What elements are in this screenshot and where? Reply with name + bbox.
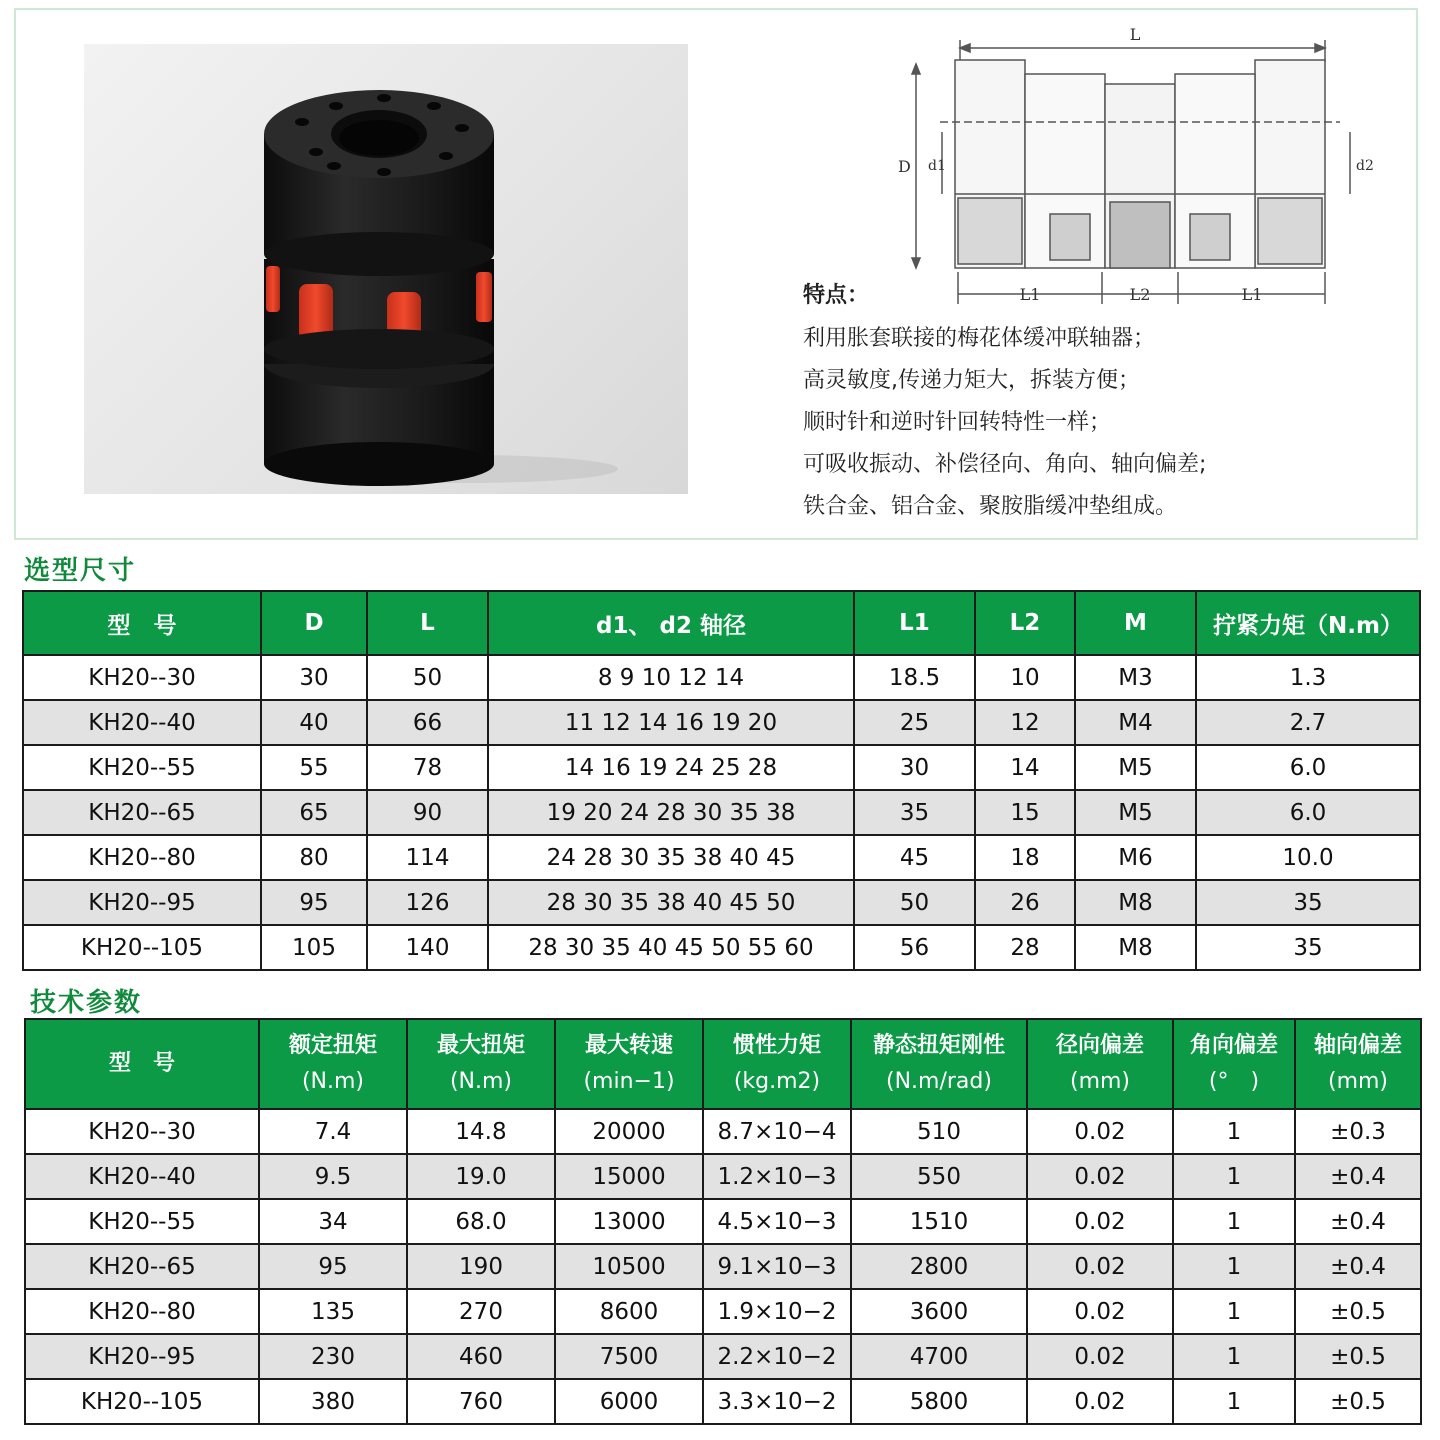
column-header-name: 额定扭矩	[288, 1033, 377, 1058]
table-cell: 19 20 24 28 30 35 38	[488, 790, 854, 835]
table-cell: 270	[407, 1289, 555, 1334]
dim-label-D: D	[898, 157, 911, 176]
table-cell: 14 16 19 24 25 28	[488, 745, 854, 790]
table-cell: 18.5	[854, 655, 975, 700]
table-cell: ±0.3	[1295, 1109, 1421, 1154]
table-cell: 7500	[555, 1334, 703, 1379]
column-header: 型 号	[23, 591, 261, 655]
table-row	[23, 835, 1420, 880]
dim-label-L: L	[1129, 25, 1141, 44]
column-header: L2	[975, 591, 1075, 655]
table-cell: 56	[854, 925, 975, 970]
table-cell: 0.02	[1027, 1289, 1173, 1334]
table-cell: 114	[367, 835, 488, 880]
table-cell: 135	[259, 1289, 407, 1334]
column-header	[407, 1019, 555, 1109]
table-cell: 14.8	[407, 1109, 555, 1154]
column-header	[1295, 1019, 1421, 1109]
column-header-name: 轴向偏差	[1313, 1033, 1402, 1058]
column-header: D	[261, 591, 367, 655]
table-cell: 66	[367, 700, 488, 745]
table-cell: 1510	[851, 1199, 1027, 1244]
table-row	[25, 1199, 1421, 1244]
table-cell: KH20--105	[25, 1379, 259, 1424]
table-cell: 190	[407, 1244, 555, 1289]
table-cell: 55	[261, 745, 367, 790]
table-cell: 4700	[851, 1334, 1027, 1379]
table-cell: M6	[1075, 835, 1196, 880]
table-cell: 34	[259, 1199, 407, 1244]
table-cell: ±0.4	[1295, 1199, 1421, 1244]
column-header	[703, 1019, 851, 1109]
table-row	[23, 745, 1420, 790]
table-cell: 6000	[555, 1379, 703, 1424]
table-cell: 1	[1173, 1154, 1295, 1199]
table-cell: KH20--80	[25, 1289, 259, 1334]
table-cell: 2.2×10−2	[703, 1334, 851, 1379]
table-cell: 8.7×10−4	[703, 1109, 851, 1154]
table-cell: M4	[1075, 700, 1196, 745]
feature-line: 铁合金、铝合金、聚胺脂缓冲垫组成。	[803, 494, 1178, 519]
table-cell: 105	[261, 925, 367, 970]
table-cell: 40	[261, 700, 367, 745]
column-header-unit: (° )	[1208, 1069, 1260, 1094]
table-cell: 9.1×10−3	[703, 1244, 851, 1289]
table-cell: 24 28 30 35 38 40 45	[488, 835, 854, 880]
table-row	[25, 1379, 1421, 1424]
table-cell: 35	[1196, 925, 1420, 970]
column-header-name: 型 号	[108, 1051, 175, 1076]
table-cell: KH20--40	[23, 700, 261, 745]
table-cell: 50	[367, 655, 488, 700]
table-cell: 1.9×10−2	[703, 1289, 851, 1334]
column-header	[1027, 1019, 1173, 1109]
feature-line: 高灵敏度,传递力矩大，拆装方便；	[803, 368, 1140, 393]
table-cell: 65	[261, 790, 367, 835]
table-cell: 28 30 35 40 45 50 55 60	[488, 925, 854, 970]
column-header: L1	[854, 591, 975, 655]
table-cell: 50	[854, 880, 975, 925]
column-header-name: 最大转速	[584, 1033, 673, 1058]
table-cell: 35	[854, 790, 975, 835]
table-cell: 380	[259, 1379, 407, 1424]
dim-label-L1-right: L1	[1241, 285, 1263, 304]
table-cell: 35	[1196, 880, 1420, 925]
table-row	[25, 1109, 1421, 1154]
selection-title: 选型尺寸	[24, 556, 137, 586]
table-cell: KH20--55	[25, 1199, 259, 1244]
table-cell: 3600	[851, 1289, 1027, 1334]
table-row	[23, 700, 1420, 745]
table-cell: 550	[851, 1154, 1027, 1199]
table-cell: 230	[259, 1334, 407, 1379]
table-cell: KH20--65	[25, 1244, 259, 1289]
table-cell: 510	[851, 1109, 1027, 1154]
table-cell: KH20--95	[23, 880, 261, 925]
table-cell: M8	[1075, 880, 1196, 925]
column-header-unit: (mm)	[1069, 1069, 1131, 1094]
table-cell: 10.0	[1196, 835, 1420, 880]
table-cell: M3	[1075, 655, 1196, 700]
column-header-name: 最大扭矩	[436, 1033, 525, 1058]
table-cell: 30	[261, 655, 367, 700]
column-header	[1173, 1019, 1295, 1109]
features-block	[803, 278, 1403, 528]
table-cell: 18	[975, 835, 1075, 880]
table-cell: 78	[367, 745, 488, 790]
column-header-unit: (N.m)	[449, 1069, 513, 1094]
dim-label-L2: L2	[1129, 285, 1151, 304]
table-cell: 19.0	[407, 1154, 555, 1199]
feature-line: 利用胀套联接的梅花体缓冲联轴器；	[803, 326, 1156, 351]
table-cell: 30	[854, 745, 975, 790]
table-cell: 28 30 35 38 40 45 50	[488, 880, 854, 925]
table-row	[23, 880, 1420, 925]
coupling-image	[84, 44, 688, 494]
column-header: L	[367, 591, 488, 655]
table-cell: 0.02	[1027, 1199, 1173, 1244]
selection-header-row	[23, 591, 1420, 655]
column-header-name: 静态扭矩刚性	[872, 1033, 1005, 1058]
table-cell: 0.02	[1027, 1334, 1173, 1379]
table-cell: 1	[1173, 1109, 1295, 1154]
table-cell: KH20--95	[25, 1334, 259, 1379]
feature-line: 可吸收振动、补偿径向、角向、轴向偏差;	[803, 452, 1207, 477]
table-cell: KH20--30	[25, 1109, 259, 1154]
table-cell: 0.02	[1027, 1154, 1173, 1199]
table-cell: 9.5	[259, 1154, 407, 1199]
technical-header-row	[25, 1019, 1421, 1109]
table-cell: 2800	[851, 1244, 1027, 1289]
table-cell: 8 9 10 12 14	[488, 655, 854, 700]
table-cell: 0.02	[1027, 1109, 1173, 1154]
table-cell: 5800	[851, 1379, 1027, 1424]
table-cell: 140	[367, 925, 488, 970]
table-cell: M5	[1075, 745, 1196, 790]
column-header-unit: (N.m/rad)	[886, 1069, 992, 1094]
table-row	[25, 1289, 1421, 1334]
table-cell: 0.02	[1027, 1379, 1173, 1424]
column-header	[259, 1019, 407, 1109]
table-cell: 20000	[555, 1109, 703, 1154]
table-row	[25, 1244, 1421, 1289]
table-cell: 760	[407, 1379, 555, 1424]
column-header-unit: (N.m)	[301, 1069, 365, 1094]
table-cell: M8	[1075, 925, 1196, 970]
table-row	[23, 655, 1420, 700]
selection-table	[22, 590, 1421, 971]
column-header	[851, 1019, 1027, 1109]
table-cell: ±0.4	[1295, 1244, 1421, 1289]
table-cell: 1	[1173, 1289, 1295, 1334]
table-cell: ±0.5	[1295, 1289, 1421, 1334]
table-cell: 1	[1173, 1199, 1295, 1244]
table-cell: 1.2×10−3	[703, 1154, 851, 1199]
table-cell: 11 12 14 16 19 20	[488, 700, 854, 745]
table-cell: 1	[1173, 1244, 1295, 1289]
table-cell: 90	[367, 790, 488, 835]
table-cell: 13000	[555, 1199, 703, 1244]
table-cell: KH20--30	[23, 655, 261, 700]
table-cell: 68.0	[407, 1199, 555, 1244]
table-cell: 6.0	[1196, 745, 1420, 790]
table-cell: KH20--80	[23, 835, 261, 880]
table-cell: 0.02	[1027, 1244, 1173, 1289]
table-cell: 95	[261, 880, 367, 925]
table-cell: 10	[975, 655, 1075, 700]
column-header: d1、 d2 轴径	[488, 591, 854, 655]
table-cell: 95	[259, 1244, 407, 1289]
column-header: 拧紧力矩（N.m）	[1196, 591, 1420, 655]
dim-label-L1-left: L1	[1019, 285, 1041, 304]
table-cell: 45	[854, 835, 975, 880]
column-header	[555, 1019, 703, 1109]
column-header-unit: (min−1)	[583, 1069, 675, 1094]
table-row	[23, 925, 1420, 970]
table-cell: 15000	[555, 1154, 703, 1199]
dimension-drawing	[880, 22, 1380, 312]
table-cell: 26	[975, 880, 1075, 925]
column-header-name: 惯性力矩	[732, 1033, 821, 1058]
table-cell: KH20--40	[25, 1154, 259, 1199]
table-cell: 1.3	[1196, 655, 1420, 700]
table-cell: 126	[367, 880, 488, 925]
table-cell: 10500	[555, 1244, 703, 1289]
table-cell: ±0.5	[1295, 1379, 1421, 1424]
technical-title: 技术参数	[30, 988, 143, 1018]
column-header: M	[1075, 591, 1196, 655]
table-cell: 3.3×10−2	[703, 1379, 851, 1424]
table-cell: 28	[975, 925, 1075, 970]
table-cell: 460	[407, 1334, 555, 1379]
column-header	[25, 1019, 259, 1109]
technical-table	[24, 1018, 1422, 1425]
features-title: 特点：	[803, 283, 870, 308]
table-cell: 7.4	[259, 1109, 407, 1154]
table-cell: 80	[261, 835, 367, 880]
table-cell: M5	[1075, 790, 1196, 835]
table-cell: KH20--65	[23, 790, 261, 835]
dim-label-d1: d1	[928, 158, 946, 174]
feature-line: 顺时针和逆时针回转特性一样；	[803, 410, 1112, 435]
table-row	[25, 1334, 1421, 1379]
table-cell: 8600	[555, 1289, 703, 1334]
column-header-name: 角向偏差	[1189, 1033, 1278, 1058]
dim-label-d2: d2	[1356, 158, 1374, 174]
table-cell: 15	[975, 790, 1075, 835]
table-cell: KH20--105	[23, 925, 261, 970]
table-row	[23, 790, 1420, 835]
column-header-unit: (mm)	[1327, 1069, 1389, 1094]
table-cell: ±0.5	[1295, 1334, 1421, 1379]
table-row	[25, 1154, 1421, 1199]
table-cell: 6.0	[1196, 790, 1420, 835]
table-cell: 1	[1173, 1334, 1295, 1379]
column-header-name: 径向偏差	[1055, 1033, 1144, 1058]
column-header-unit: (kg.m2)	[733, 1069, 821, 1094]
product-photo	[84, 44, 688, 494]
table-cell: ±0.4	[1295, 1154, 1421, 1199]
table-cell: 4.5×10−3	[703, 1199, 851, 1244]
table-cell: 25	[854, 700, 975, 745]
table-cell: 2.7	[1196, 700, 1420, 745]
table-cell: KH20--55	[23, 745, 261, 790]
table-cell: 14	[975, 745, 1075, 790]
table-cell: 12	[975, 700, 1075, 745]
table-cell: 1	[1173, 1379, 1295, 1424]
